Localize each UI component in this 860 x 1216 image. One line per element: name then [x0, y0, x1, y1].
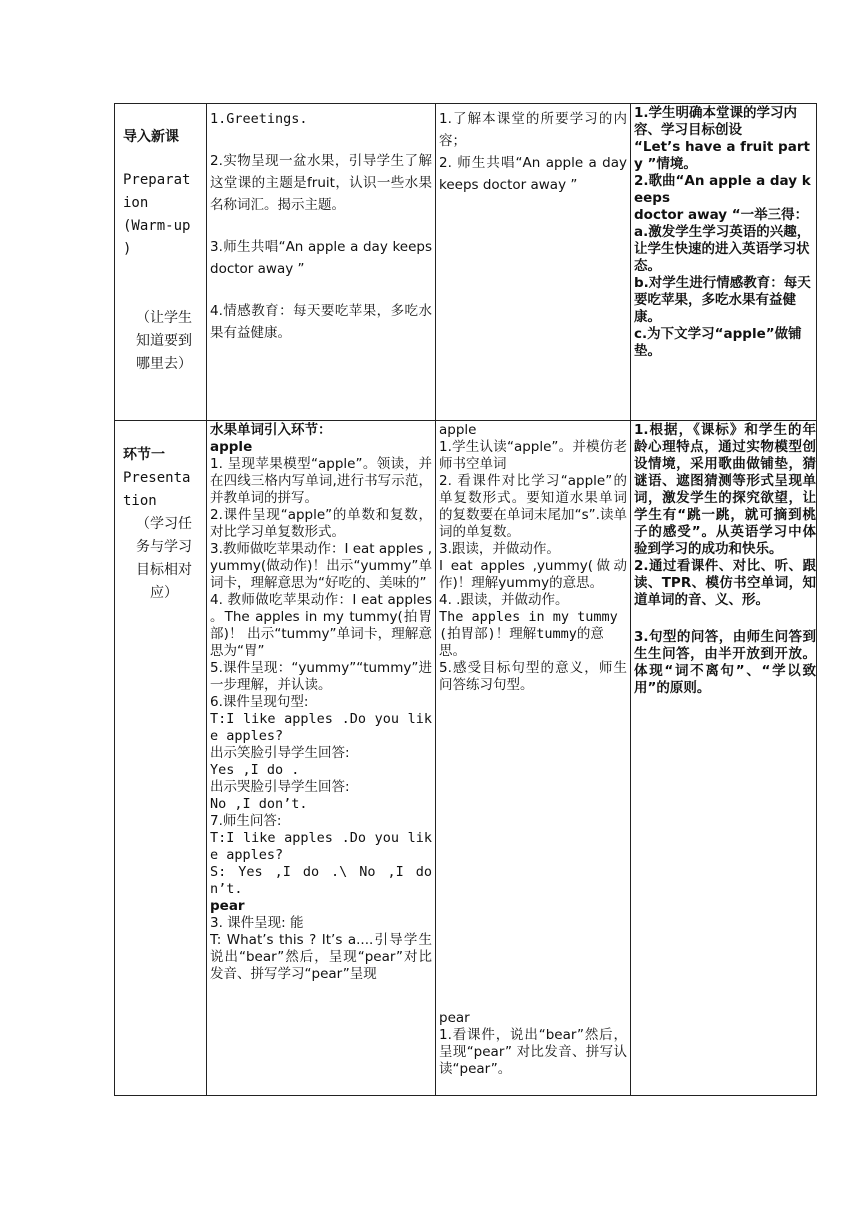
activity-heading: pear	[210, 898, 245, 914]
intent-line: b.对学生进行情感教育：每天要吃苹果，多吃水果有益健康。	[634, 275, 811, 325]
activity-line: The apples in my tummy(拍胃部)！理解tummy的意思。	[439, 609, 618, 659]
activity-line: 1.学生认读“apple”。并模仿老师书空单词	[439, 439, 627, 472]
lesson-plan-table	[114, 103, 817, 1096]
activity-heading: apple	[439, 422, 477, 438]
activity-line: 2.实物呈现一盆水果，引导学生了解这堂课的主题是fruit，认识一些水果名称词汇。揭示主题。	[210, 153, 432, 213]
activity-line: 3.跟读，并做动作。	[439, 541, 560, 557]
row1-teacher-activity	[210, 108, 432, 418]
activity-line: 4.情感教育：每天要吃苹果，多吃水果有益健康。	[210, 303, 432, 341]
intent-line: 1.学生明确本堂课的学习内容、学习目标创设	[634, 105, 798, 138]
activity-line: 3.师生共唱“An apple a day keeps doctor away ”	[210, 239, 432, 277]
stage-note: （学习任	[136, 516, 192, 532]
activity-line: 4. 教师做吃苹果动作：I eat apples 。The apples in my tummy(拍胃部)！ 出示“tummy”单词卡，理解意思为“胃”	[210, 592, 432, 659]
activity-line: 1.Greetings.	[210, 111, 308, 127]
activity-line: 1.了解本课堂的所要学习的内容；	[439, 111, 627, 149]
activity-line: T:I like apples .Do you like apples?	[210, 711, 432, 744]
row2-student-activity-pear	[439, 1010, 627, 1096]
stage-note: 务与学习	[136, 539, 192, 555]
stage-subtitle: tion	[123, 493, 157, 509]
activity-heading: 水果单词引入环节：	[210, 422, 332, 438]
activity-line: 3.教师做吃苹果动作：I eat apples ,yummy(做动作)！出示“yummy”单词卡，理解意思为“好吃的、美味的”	[210, 541, 432, 591]
activity-line: 2. 师生共唱“An apple a day keeps doctor away ”	[439, 155, 627, 193]
stage-note: （让学生	[136, 310, 192, 326]
activity-line: 出示笑脸引导学生回答:	[210, 745, 350, 761]
activity-line: 出示哭脸引导学生回答:	[210, 779, 350, 795]
activity-line: 2. 看课件对比学习“apple”的单复数形式。要知道水果单词的复数要在单词末尾加“s”.读单词的单复数。	[439, 473, 627, 540]
stage-note: 目标相对	[136, 562, 192, 578]
activity-line: 4. .跟读，并做动作。	[439, 592, 569, 608]
stage-note: 哪里去）	[136, 356, 192, 372]
column-divider	[435, 104, 436, 1095]
intent-line: 1.根据，《课标》和学生的年龄心理特点，通过实物模型创设情境，采用歌曲做铺垫，猜谜语、遮图猜测等形式呈现单词，激发学生的探究欲望，让学生有“跳一跳，就可摘到桃子的感受”。从英语学习中体验到学习的成功和快乐。	[634, 422, 816, 557]
stage-subtitle: Presenta	[123, 470, 191, 486]
activity-line: T: What’s this ? It’s a....引导学生说出“bear”然后，呈现“pear”对比发音、拼写学习“pear”呈现	[210, 932, 432, 982]
intent-line: “Let’s have a fruit party ”情境。	[634, 139, 810, 172]
row1-stage-cell	[123, 126, 205, 416]
activity-line: 6.课件呈现句型:	[210, 694, 309, 710]
activity-heading: apple	[210, 439, 253, 455]
stage-note: 应）	[150, 585, 178, 601]
activity-line: 7.师生问答:	[210, 813, 282, 829]
row2-design-intent	[634, 422, 816, 1096]
activity-heading: pear	[439, 1010, 470, 1026]
stage-subtitle: )	[123, 241, 132, 257]
row2-teacher-activity	[210, 422, 432, 1096]
activity-line: 5.课件呈现：“yummy”“tummy”进一步理解，并认读。	[210, 660, 432, 693]
stage-subtitle: (Warm-up	[123, 218, 191, 234]
activity-line: 1.看课件，说出“bear”然后，呈现“pear” 对比发音、拼写认读“pear”。	[439, 1027, 627, 1077]
activity-line: Yes ,I do .	[210, 762, 300, 778]
stage-note: 知道要到	[136, 333, 192, 349]
intent-line: doctor away “一举三得：	[634, 207, 809, 223]
activity-line: T:I like apples .Do you like apples?	[210, 830, 432, 863]
intent-line: a.激发学生学习英语的兴趣，让学生快速的进入英语学习状态。	[634, 224, 811, 274]
activity-line: S: Yes ,I do .\ No ,I don’t.	[210, 864, 432, 897]
intent-line: 2.歌曲“An apple a day keeps	[634, 173, 811, 206]
stage-title: 环节一	[123, 447, 165, 463]
activity-line: 2.课件呈现“apple”的单数和复数，对比学习单复数形式。	[210, 507, 432, 540]
activity-line: 1. 呈现苹果模型“apple”。领读，并在四线三格内写单词,进行书写示范，并教单词的拼写。	[210, 456, 432, 506]
activity-line: No ,I don’t.	[210, 796, 308, 812]
row1-design-intent	[634, 105, 816, 419]
intent-line: c.为下文学习“apple”做铺垫。	[634, 326, 802, 359]
row-divider	[115, 420, 816, 421]
row2-student-activity-apple	[439, 422, 627, 772]
activity-line: I eat apples ,yummy(做动作)！理解yummy的意思。	[439, 558, 627, 591]
intent-line: 2.通过看课件、对比、听、跟读、TPR、模仿书空单词，知道单词的音、义、形。	[634, 558, 816, 608]
column-divider	[206, 104, 207, 1095]
stage-subtitle: ion	[123, 195, 149, 211]
column-divider	[630, 104, 631, 1095]
intent-line: 3.句型的问答，由师生问答到生生问答，由半开放到开放。体现“词不离句”、“学以致用”的原则。	[634, 629, 816, 696]
row1-student-activity	[439, 108, 627, 418]
stage-title: 导入新课	[123, 129, 179, 145]
activity-line: 3. 课件呈现: 能	[210, 915, 304, 931]
row2-stage-cell	[123, 444, 205, 1084]
stage-subtitle: Preparat	[123, 172, 191, 188]
activity-line: 5.感受目标句型的意义，师生问答练习句型。	[439, 660, 627, 693]
